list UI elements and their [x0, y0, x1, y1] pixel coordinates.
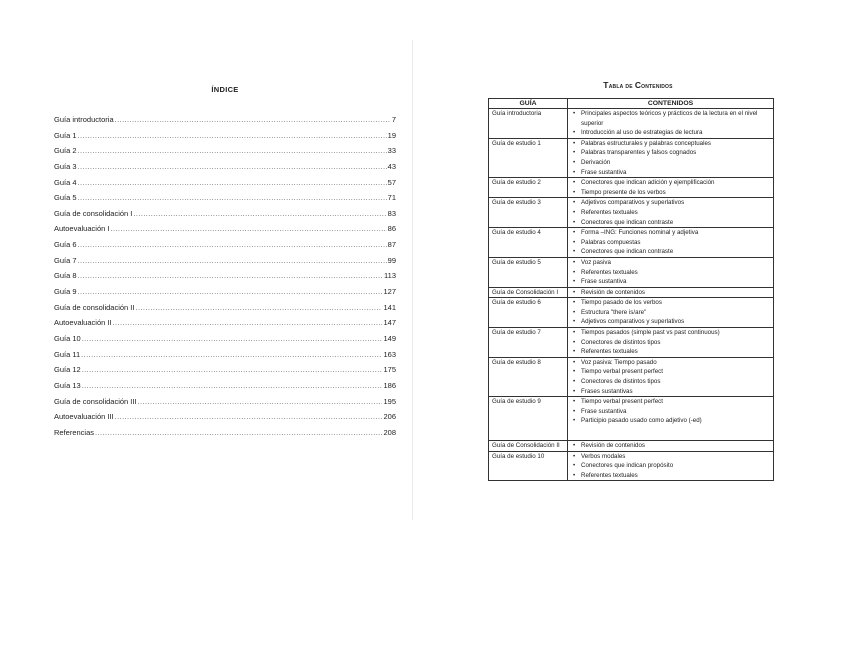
- toc-page-number: 87: [387, 240, 396, 250]
- content-item: • Estructura "there is/are": [581, 308, 773, 318]
- toc-label: Guía introductoria: [54, 115, 114, 124]
- toc-label: Guía 10: [54, 333, 81, 343]
- toc-page-number: 71: [387, 193, 396, 203]
- toc-entry: [54, 162, 396, 178]
- content-item: • Frases sustantivas: [581, 387, 773, 397]
- toc-label: Referencias: [54, 427, 95, 437]
- contenidos-cell: [568, 397, 774, 441]
- toc-entry: [54, 397, 396, 413]
- table-row: [489, 228, 774, 258]
- content-item: • Derivación: [581, 158, 773, 168]
- toc-leader-dots: [82, 334, 383, 343]
- table-row: [489, 257, 774, 287]
- toc-page-number: 206: [383, 412, 396, 422]
- content-item: • Forma –ING: Funciones nominal y adjetiva: [581, 228, 773, 238]
- content-item: • Conectores de distintos tipos: [581, 377, 773, 387]
- toc-entry: [54, 271, 396, 287]
- table-row: [489, 298, 774, 328]
- content-item: • Voz pasiva: Tiempo pasado: [581, 358, 773, 368]
- toc-label: Guía 1: [54, 130, 77, 140]
- content-item: • Referentes textuales: [581, 208, 773, 218]
- toc-page-number: 43: [387, 161, 396, 171]
- contenidos-cell: [568, 298, 774, 328]
- toc-leader-dots: [115, 412, 383, 421]
- toc-label: Guía de consolidación I: [54, 208, 133, 218]
- toc-entry: [54, 381, 396, 397]
- header-guia: GUÍA: [489, 99, 568, 109]
- toc-label: Guía 9: [54, 287, 77, 297]
- toc-entry: [54, 365, 396, 381]
- tabla-page: [413, 0, 848, 655]
- content-item: • Principales aspectos teóricos y prácticos de la lectura en el nivel superior: [581, 109, 773, 128]
- guia-cell: Guía de estudio 8: [489, 357, 568, 396]
- header-contenidos: CONTENIDOS: [568, 99, 774, 109]
- toc-leader-dots: [78, 162, 387, 171]
- toc-page-number: 175: [383, 365, 396, 375]
- content-item: • Tiempo verbal present perfect: [581, 397, 773, 407]
- toc-label: Guía 2: [54, 146, 77, 156]
- guia-cell: Guía de estudio 1: [489, 138, 568, 177]
- toc-page-number: 113: [384, 271, 396, 281]
- contenidos-cell: [568, 451, 774, 481]
- toc-leader-dots: [110, 224, 386, 233]
- tabla-title-text-2: ontenidos: [641, 83, 673, 90]
- content-item: • Adjetivos comparativos y superlativos: [581, 317, 773, 327]
- toc-entry: [54, 334, 396, 350]
- toc-entry: [54, 240, 396, 256]
- content-item: • Tiempo presente de los verbos: [581, 188, 773, 198]
- table-row: [489, 178, 774, 198]
- toc-label: Guía de consolidación II: [54, 302, 135, 312]
- toc-entry: [54, 209, 396, 225]
- toc-label: Guía 4: [54, 177, 77, 187]
- table-row: [489, 451, 774, 481]
- content-item: • Palabras compuestas: [581, 238, 773, 248]
- contenidos-cell: [568, 109, 774, 139]
- contenidos-cell: [568, 357, 774, 396]
- toc-page-number: 86: [387, 224, 396, 234]
- contenidos-cell: [568, 198, 774, 228]
- content-item: • Palabras transparentes y falsos cognados: [581, 148, 773, 158]
- tabla-title-initial-2: C: [634, 80, 642, 90]
- content-item: • Referentes textuales: [581, 347, 773, 357]
- toc-leader-dots: [82, 381, 383, 390]
- content-item: • Conectores que indican contraste: [581, 247, 773, 257]
- table-row: [489, 328, 774, 358]
- table-row: [489, 357, 774, 396]
- toc-leader-dots: [82, 365, 383, 374]
- toc-label: Guía 7: [54, 255, 77, 265]
- content-item: • Referentes textuales: [581, 268, 773, 278]
- table-header-row: [489, 99, 774, 109]
- toc-label: Autoevaluación I: [54, 224, 110, 234]
- content-item: • Conectores que indican propósito: [581, 461, 773, 471]
- tabla-title: [488, 80, 788, 90]
- contenidos-cell: [568, 441, 774, 452]
- table-row: [489, 198, 774, 228]
- content-item: • Introducción al uso de estrategias de lectura: [581, 128, 773, 138]
- guia-cell: Guía de estudio 7: [489, 328, 568, 358]
- toc-page-number: 149: [383, 333, 396, 343]
- toc-leader-dots: [113, 318, 383, 327]
- toc-entry: [54, 428, 396, 444]
- content-item: • Participio pasado usado como adjetivo (-ed): [581, 416, 773, 426]
- toc-entry: [54, 146, 396, 162]
- toc-leader-dots: [133, 209, 386, 218]
- contenidos-cell: [568, 328, 774, 358]
- toc-entry: [54, 256, 396, 272]
- contents-table: [488, 98, 774, 481]
- content-item: • Conectores de distintos tipos: [581, 338, 773, 348]
- toc-entry: [54, 193, 396, 209]
- toc-leader-dots: [78, 178, 387, 187]
- guia-cell: Guía de estudio 10: [489, 451, 568, 481]
- toc-label: Guía 13: [54, 380, 81, 390]
- toc-entry: [54, 350, 396, 366]
- guia-cell: Guía de estudio 5: [489, 257, 568, 287]
- guia-cell: Guía introductoria: [489, 109, 568, 139]
- tabla-title-text: abla de: [608, 83, 635, 90]
- toc-label: Guía 8: [54, 271, 77, 281]
- toc-page-number: 57: [387, 177, 396, 187]
- contenidos-cell: [568, 287, 774, 298]
- guia-cell: Guía de Consolidación I: [489, 287, 568, 298]
- contenidos-cell: [568, 178, 774, 198]
- content-item: • Frase sustantiva: [581, 277, 773, 287]
- contenidos-cell: [568, 138, 774, 177]
- content-item: • Revisión de contenidos: [581, 288, 773, 298]
- tabla-title-initial: T: [603, 80, 609, 90]
- toc-page-number: 141: [383, 302, 396, 312]
- content-item: • Conectores que indican contraste: [581, 218, 773, 228]
- toc-list: [54, 115, 396, 443]
- table-row: [489, 397, 774, 441]
- toc-entry: [54, 131, 396, 147]
- guia-cell: Guía de estudio 9: [489, 397, 568, 441]
- content-item: • Tiempo pasado de los verbos: [581, 298, 773, 308]
- toc-page-number: 33: [387, 146, 396, 156]
- toc-leader-dots: [81, 350, 382, 359]
- toc-leader-dots: [78, 240, 387, 249]
- table-row: [489, 441, 774, 452]
- guia-cell: Guía de estudio 2: [489, 178, 568, 198]
- toc-leader-dots: [78, 256, 387, 265]
- indice-page: [0, 0, 412, 655]
- guia-cell: Guía de estudio 3: [489, 198, 568, 228]
- toc-entry: [54, 318, 396, 334]
- toc-page-number: 83: [387, 208, 396, 218]
- toc-label: Guía 5: [54, 193, 77, 203]
- toc-label: Guía 12: [54, 365, 81, 375]
- toc-leader-dots: [138, 397, 383, 406]
- content-item: • Adjetivos comparativos y superlativos: [581, 198, 773, 208]
- content-item: • Tiempo verbal present perfect: [581, 367, 773, 377]
- contenidos-cell: [568, 257, 774, 287]
- toc-leader-dots: [135, 303, 382, 312]
- toc-leader-dots: [78, 287, 383, 296]
- content-item: • Verbos modales: [581, 452, 773, 462]
- toc-label: Guía de consolidación III: [54, 396, 137, 406]
- toc-leader-dots: [78, 131, 387, 140]
- table-row: [489, 109, 774, 139]
- guia-cell: Guía de estudio 4: [489, 228, 568, 258]
- content-item: • Frase sustantiva: [581, 168, 773, 178]
- guia-cell: Guía de estudio 6: [489, 298, 568, 328]
- toc-entry: [54, 412, 396, 428]
- content-item: • Tiempos pasados (simple past vs past continuous): [581, 328, 773, 338]
- toc-leader-dots: [95, 428, 382, 437]
- content-item: • Frase sustantiva: [581, 407, 773, 417]
- toc-page-number: 186: [383, 380, 396, 390]
- toc-page-number: 147: [383, 318, 396, 328]
- toc-entry: [54, 303, 396, 319]
- toc-leader-dots: [78, 193, 387, 202]
- toc-label: Guía 3: [54, 161, 77, 171]
- toc-page-number: 208: [383, 427, 396, 437]
- toc-entry: [54, 224, 396, 240]
- toc-page-number: 195: [383, 396, 396, 406]
- toc-page-number: 19: [387, 130, 396, 140]
- toc-leader-dots: [78, 146, 387, 155]
- table-row: [489, 138, 774, 177]
- indice-title: ÍNDICE: [211, 85, 239, 94]
- toc-leader-dots: [78, 271, 384, 280]
- toc-page-number: 7: [391, 115, 396, 124]
- contenidos-cell: [568, 228, 774, 258]
- content-item: • Revisión de contenidos: [581, 441, 773, 451]
- toc-entry: [54, 287, 396, 303]
- toc-page-number: 163: [383, 349, 396, 359]
- toc-entry: [54, 178, 396, 194]
- content-item: • Referentes textuales: [581, 471, 773, 481]
- content-item: • Conectores que indican adición y ejemplificación: [581, 178, 773, 188]
- toc-page-number: 99: [387, 255, 396, 265]
- toc-label: Autoevaluación III: [54, 412, 114, 422]
- toc-entry: [54, 115, 396, 131]
- toc-label: Guía 6: [54, 240, 77, 250]
- content-item: • Voz pasiva: [581, 258, 773, 268]
- toc-label: Guía 11: [54, 349, 81, 359]
- toc-label: Autoevaluación II: [54, 318, 112, 328]
- toc-leader-dots: [115, 115, 391, 124]
- toc-page-number: 127: [383, 287, 396, 297]
- guia-cell: Guía de Consolidación II: [489, 441, 568, 452]
- table-row: [489, 287, 774, 298]
- content-item: • Palabras estructurales y palabras conceptuales: [581, 139, 773, 149]
